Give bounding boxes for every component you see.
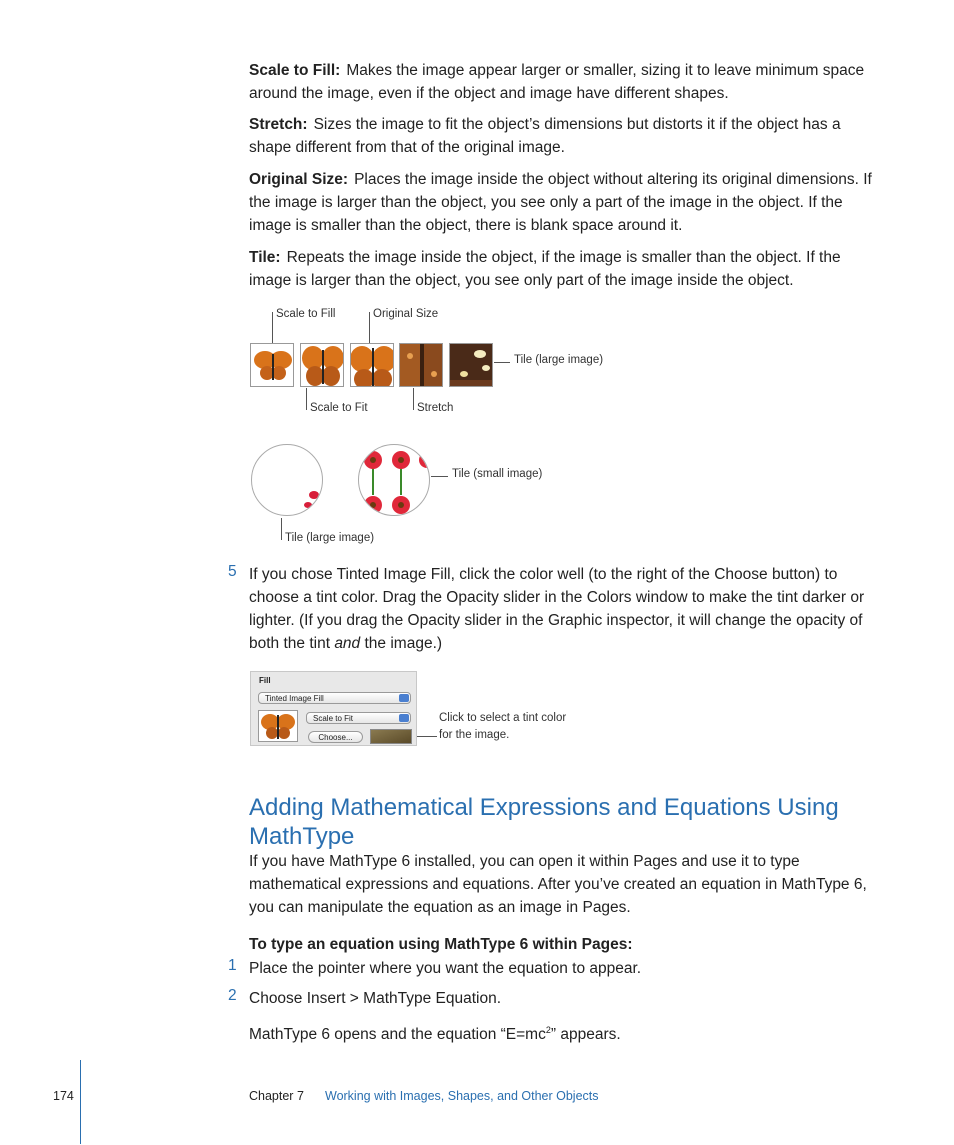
definition-tile: Tile: Repeats the image inside the object, if the image is smaller than the object. If the image is larger than the object, you see only part of the image inside the object. xyxy=(249,249,841,289)
image-well[interactable] xyxy=(258,710,298,742)
definition-original-size: Original Size: Places the image inside the object without altering its original dimensions. If the image is larger than the object, you see only a part of the image in the object. If the image is smaller than the object, there is blank space around it. xyxy=(249,171,872,234)
caption-tile-large-circle: Tile (large image) xyxy=(285,532,375,544)
footer-chapter: Chapter 7 xyxy=(249,1089,304,1103)
butterfly-original-size-image xyxy=(350,343,394,387)
callout-line xyxy=(272,312,273,344)
step-2-result: MathType 6 opens and the equation “$E=mc^2$” appears. xyxy=(249,1025,621,1044)
step-number: 2 xyxy=(228,987,237,1004)
callout-line xyxy=(306,388,307,410)
callout-line xyxy=(413,388,414,410)
task-heading: To type an equation using MathType 6 within Pages: xyxy=(249,936,633,953)
section-heading: Adding Mathematical Expressions and Equations Using MathType xyxy=(249,794,839,850)
tint-color-well[interactable] xyxy=(370,729,412,744)
butterfly-tile-large-image xyxy=(449,343,493,387)
caption-original-size: Original Size xyxy=(373,308,439,320)
caption-scale-to-fit: Scale to Fit xyxy=(310,402,368,414)
chevron-down-icon xyxy=(399,714,409,722)
callout-line xyxy=(281,518,282,540)
fill-inspector-panel xyxy=(250,671,417,746)
page-number: 174 xyxy=(53,1089,74,1103)
footer-chapter-title: Working with Images, Shapes, and Other Objects xyxy=(325,1089,599,1103)
tint-color-callout: Click to select a tint color for the image. xyxy=(439,712,567,741)
step-1-text: Place the pointer where you want the equation to appear. xyxy=(249,960,642,977)
definition-scale-to-fill: Scale to Fill: Makes the image appear larger or smaller, sizing it to leave minimum space around the image, even if the object and image have different shapes. xyxy=(249,62,865,102)
butterfly-scale-to-fit-image xyxy=(300,343,344,387)
step-number: 5 xyxy=(228,563,237,580)
butterfly-scale-to-fill-image xyxy=(250,343,294,387)
step-5-text: If you chose Tinted Image Fill, click the color well (to the right of the Choose button) to choose a tint color. Drag the Opacity slider in the Colors window to make the tint darker or lighter. (If you drag the Opacity slider in the Graphic inspector, it will change the opacity of both the tint and the image.) xyxy=(249,566,865,652)
callout-line xyxy=(369,312,370,344)
caption-stretch: Stretch xyxy=(417,402,454,414)
callout-line xyxy=(417,736,437,737)
circle-tile-large-image xyxy=(251,444,323,516)
definition-stretch: Stretch: Sizes the image to fit the object’s dimensions but distorts it if the object has a shape different from that of the original image. xyxy=(249,116,841,156)
choose-button[interactable]: Choose... xyxy=(308,731,363,743)
section-intro: If you have MathType 6 installed, you can open it within Pages and use it to type mathematical expressions and equations. After you’ve created an equation in MathType 6, you can manipulate the equation as an image in Pages. xyxy=(249,853,867,916)
chevron-down-icon xyxy=(399,694,409,702)
caption-scale-to-fill: Scale to Fill xyxy=(276,308,336,320)
caption-tile-large: Tile (large image) xyxy=(514,354,604,366)
callout-line xyxy=(431,476,448,477)
butterfly-icon xyxy=(259,711,297,741)
butterfly-stretch-image xyxy=(399,343,443,387)
caption-tile-small: Tile (small image) xyxy=(452,468,543,480)
scale-mode-popup[interactable]: Scale to Fit xyxy=(306,712,411,724)
step-number: 1 xyxy=(228,957,237,974)
fill-label: Fill xyxy=(259,676,271,685)
step-2-text: Choose Insert > MathType Equation. xyxy=(249,990,502,1007)
circle-tile-small-image xyxy=(358,444,430,516)
footer-rule xyxy=(80,1060,81,1144)
callout-line xyxy=(494,362,510,363)
fill-type-popup[interactable]: Tinted Image Fill xyxy=(258,692,411,704)
